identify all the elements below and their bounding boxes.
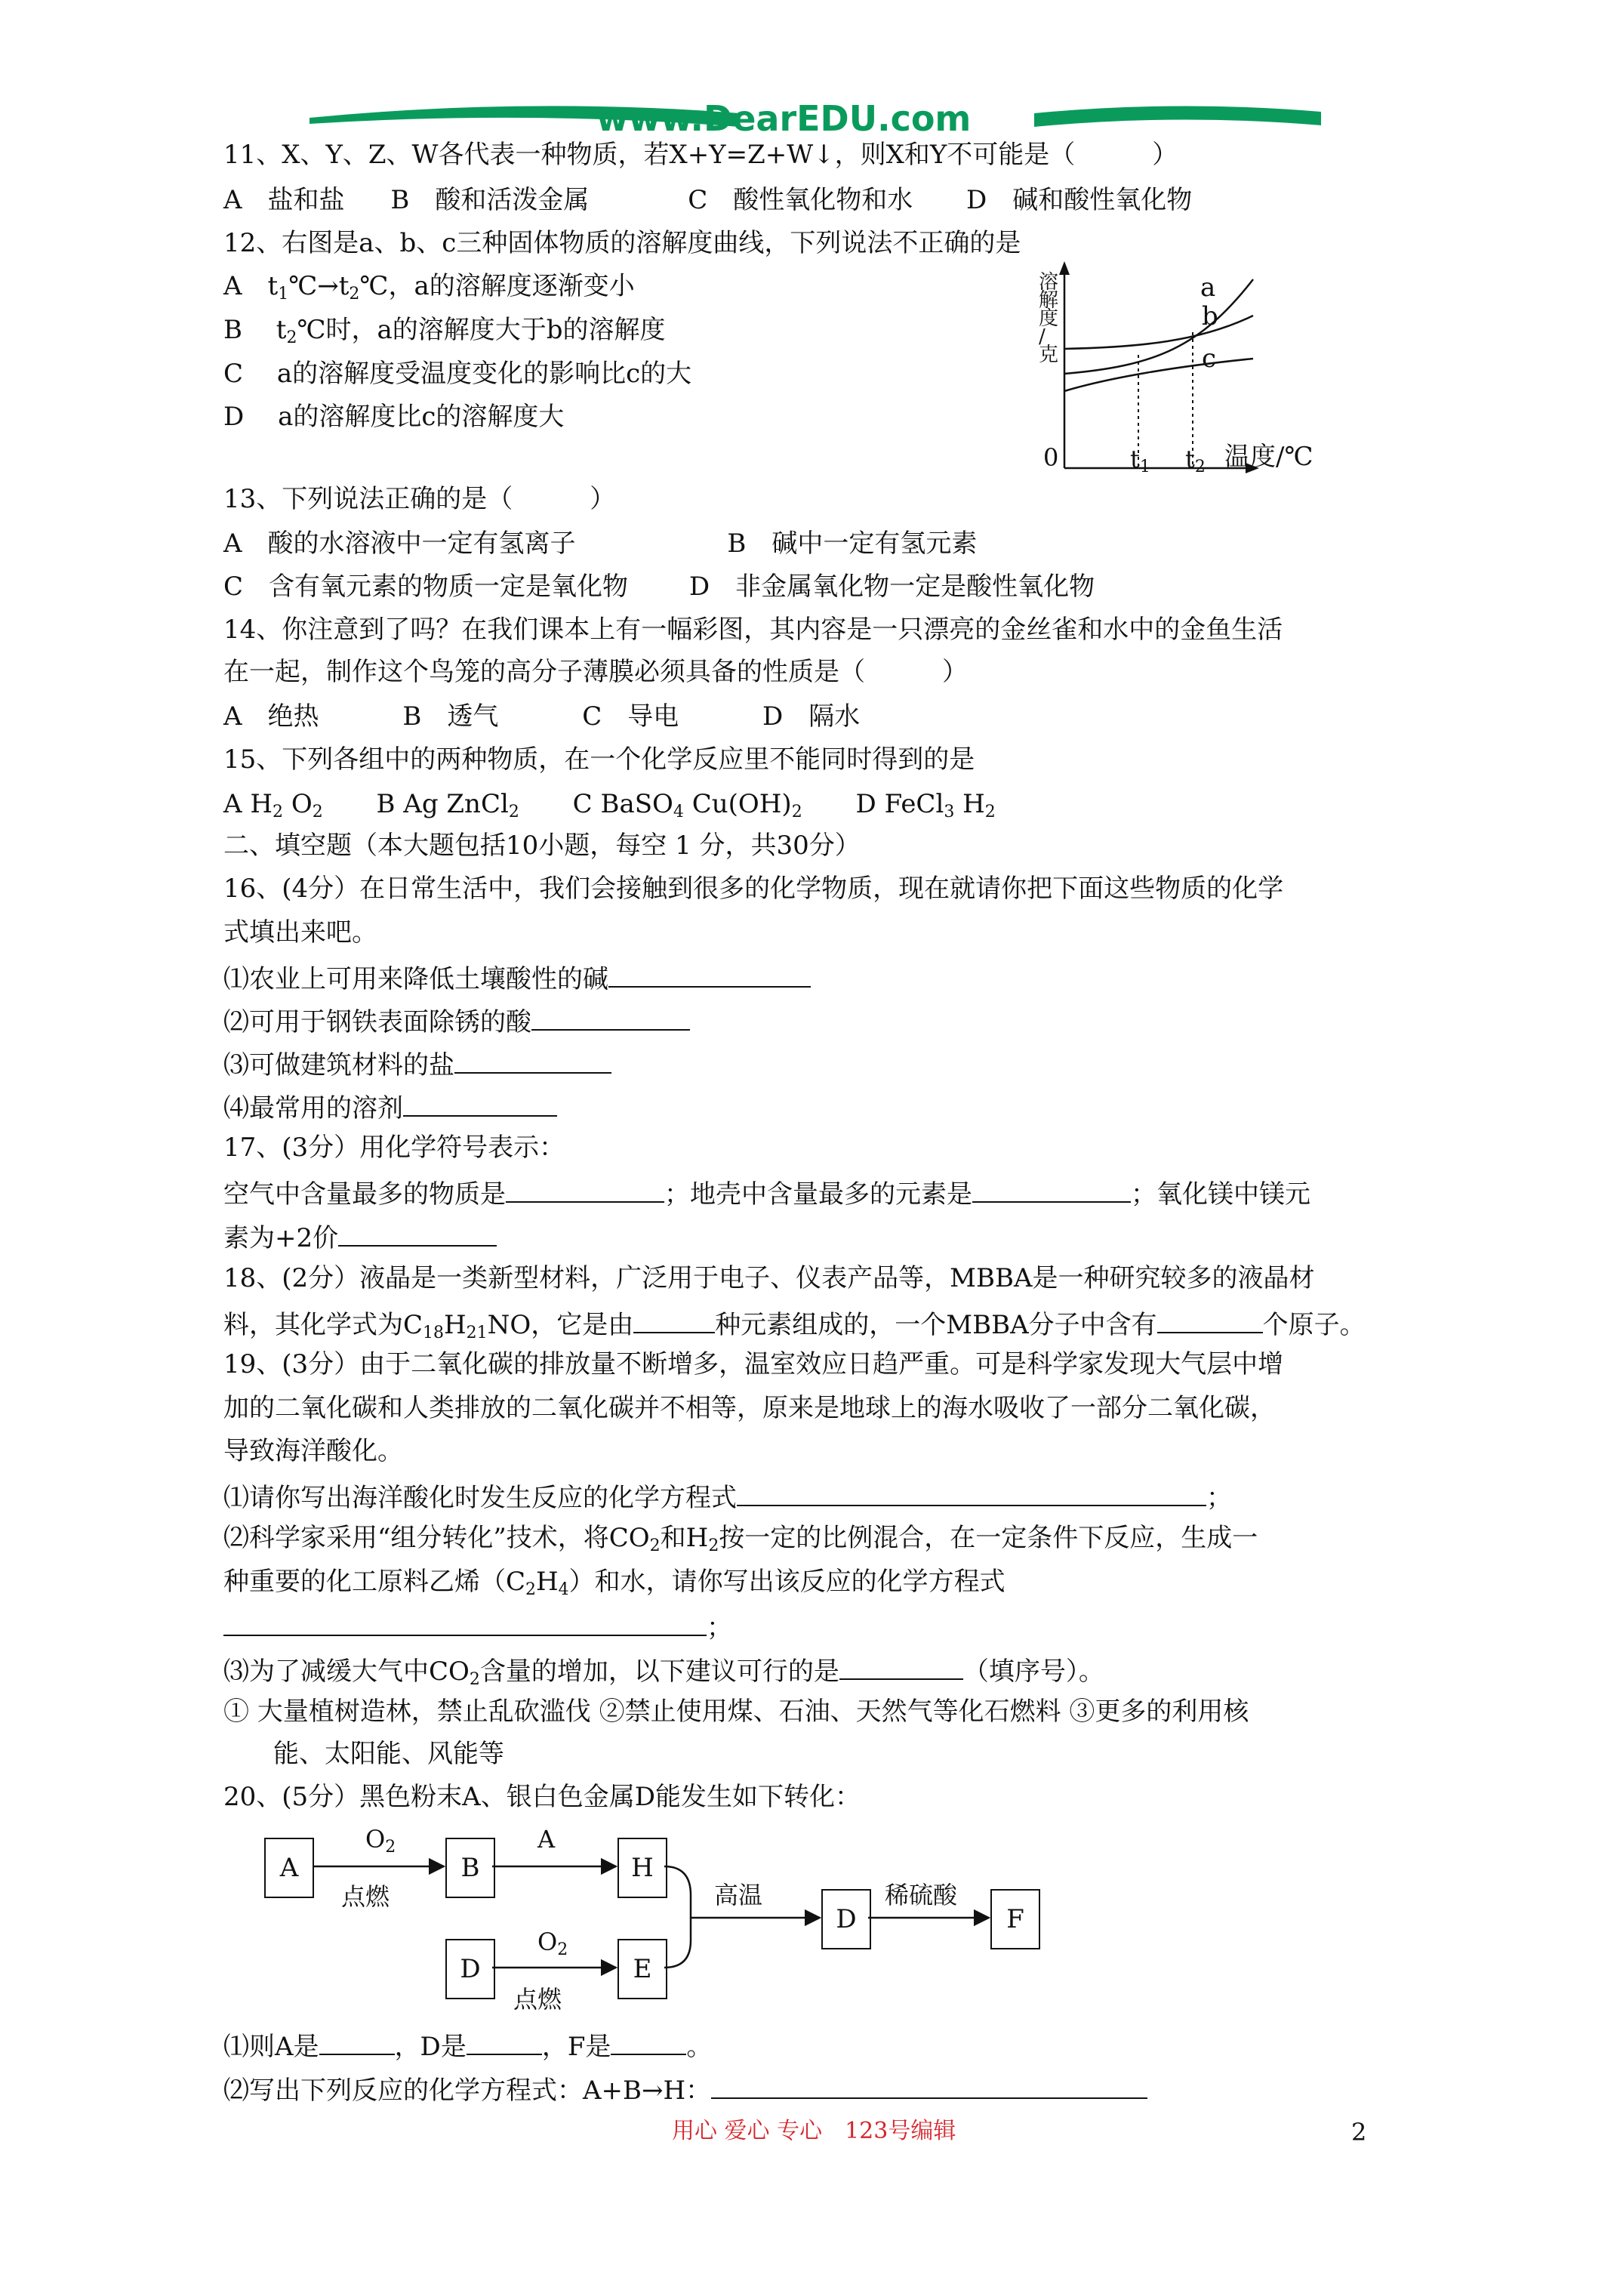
q13-option-c: C 含有氧元素的物质一定是氧化物 bbox=[223, 572, 629, 602]
q18-blank-2[interactable] bbox=[1157, 1309, 1263, 1333]
q15-stem: 15、下列各组中的两种物质，在一个化学反应里不能同时得到的是 bbox=[223, 744, 975, 775]
q17-blank-3[interactable] bbox=[338, 1222, 497, 1247]
reaction-flow-diagram bbox=[264, 1820, 1336, 2046]
q14-options bbox=[223, 701, 861, 732]
curve-b-label: b bbox=[1202, 301, 1218, 331]
q19-blank-1[interactable] bbox=[737, 1482, 1206, 1506]
label-o2-top: $O_2$ bbox=[365, 1825, 396, 1857]
q15-options bbox=[223, 791, 996, 821]
q11-options bbox=[223, 187, 1192, 213]
q11-option-a: A 盐和盐 bbox=[223, 185, 345, 215]
q17-stem: 17、(3分）用化学符号表示： bbox=[223, 1133, 565, 1163]
node-d-right: D bbox=[821, 1889, 871, 1949]
q13-stem: 13、下列说法正确的是（ ） bbox=[223, 484, 616, 514]
chart-t1: $t_1$ bbox=[1130, 445, 1150, 476]
q11-option-b: B 酸和活泼金属 bbox=[390, 185, 590, 215]
q16-blank-4[interactable] bbox=[403, 1093, 557, 1117]
q15-option-d: D FeCl$_3$ $H_2$ bbox=[855, 789, 996, 821]
q13-option-d: D 非金属氧化物一定是酸性氧化物 bbox=[688, 572, 1095, 602]
q12-option-b: B $t_2℃$时，a的溶解度大于b的溶解度 bbox=[223, 315, 666, 347]
q16-item1: ⑴农业上可用来降低土壤酸性的碱 bbox=[223, 963, 811, 992]
q14-option-c: C 导电 bbox=[582, 701, 679, 732]
q13-options-row2 bbox=[223, 572, 1095, 602]
curve-b bbox=[1064, 316, 1253, 349]
q16-blank-2[interactable] bbox=[531, 1006, 690, 1031]
q17-line1: 空气中含量最多的物质是 ；地壳中含量最多的元素是 ；氧化镁中镁元 bbox=[223, 1179, 1310, 1210]
label-high-temp: 高温 bbox=[714, 1881, 763, 1909]
q12-option-d: D a的溶解度比c的溶解度大 bbox=[223, 402, 565, 432]
label-burn-bottom: 点燃 bbox=[513, 1985, 562, 2014]
q18-blank-1[interactable] bbox=[633, 1309, 715, 1333]
chart-y-label: 溶 解 度 ∕ 克 bbox=[1039, 271, 1059, 366]
chart-t2: $t_2$ bbox=[1185, 445, 1206, 476]
q14-option-a: A 绝热 bbox=[223, 701, 319, 732]
node-a: A bbox=[264, 1838, 314, 1898]
q19-options-line1: ① 大量植树造林，禁止乱砍滥伐 ②禁止使用煤、石油、天然气等化石燃料 ③更多的利用核 bbox=[223, 1697, 1249, 1727]
q11-option-c: C 酸性氧化物和水 bbox=[688, 185, 913, 215]
q12-option-a: A $t_1℃\to t_2℃$，a的溶解度逐渐变小 bbox=[223, 271, 635, 304]
q19-item1: ⑴请你写出海洋酸化时发生反应的化学方程式 ； bbox=[223, 1483, 1232, 1513]
q11-stem: 11、X、Y、Z、W各代表一种物质，若X+Y=Z+W↓，则X和Y不可能是（ ） bbox=[223, 140, 1178, 170]
q20-blank-f[interactable] bbox=[611, 2031, 686, 2055]
q15-option-b: B Ag ZnCl$_2$ bbox=[376, 789, 519, 821]
q11-option-d: D 碱和酸性氧化物 bbox=[966, 185, 1193, 215]
label-a-reagent: A bbox=[537, 1825, 556, 1854]
q16-stem-line1: 16、(4分）在日常生活中，我们会接触到很多的化学物质，现在就请你把下面这些物质的化学 bbox=[223, 874, 1284, 904]
merge-bracket bbox=[664, 1866, 691, 1968]
q20-stem: 20、(5分）黑色粉末A、银白色金属D能发生如下转化： bbox=[223, 1782, 861, 1812]
q19-item2-line2: 种重要的化工原料乙烯$(C_2H_4)$和水，请你写出该反应的化学方程式 bbox=[223, 1567, 1006, 1599]
q19-item2-line3: ； bbox=[223, 1612, 732, 1641]
q16-blank-1[interactable] bbox=[608, 963, 811, 988]
q19-blank-2[interactable] bbox=[223, 1612, 707, 1636]
q16-item4: ⑷最常用的溶剂 bbox=[223, 1093, 557, 1121]
curve-c-label: c bbox=[1202, 344, 1217, 374]
q20-item2: ⑵写出下列反应的化学方程式：A+B→H： bbox=[223, 2075, 1147, 2103]
q18-line2: 料，其化学式为$C_{18}H_{21}NO$，它是由 种元素组成的，一个MBBA分子中含有 个原子。 bbox=[223, 1310, 1366, 1342]
q12-option-c: C a的溶解度受温度变化的影响比c的大 bbox=[223, 359, 692, 389]
q16-blank-3[interactable] bbox=[454, 1049, 611, 1074]
q15-option-c: C BaSO$_4$ $Cu(OH)_2$ bbox=[572, 789, 802, 821]
q18-line1: 18、(2分）液晶是一类新型材料，广泛用于电子、仪表产品等，MBBA是一种研究较多的液晶材 bbox=[223, 1263, 1315, 1293]
q15-option-a: A $H_2$ $O_2$ bbox=[223, 789, 323, 821]
q19-line1: 19、(3分）由于二氧化碳的排放量不断增多，温室效应日趋严重。可是科学家发现大气层中增 bbox=[223, 1349, 1284, 1379]
q16-item3: ⑶可做建筑材料的盐 bbox=[223, 1049, 611, 1078]
section-2-heading: 二、填空题（本大题包括10小题，每空 1 分，共30分） bbox=[223, 831, 861, 861]
node-b: B bbox=[445, 1838, 495, 1898]
q14-stem-line1: 14、你注意到了吗？在我们课本上有一幅彩图，其内容是一只漂亮的金丝雀和水中的金鱼生活 bbox=[223, 615, 1283, 645]
label-o2-bottom: $O_2$ bbox=[537, 1928, 568, 1959]
label-burn-top: 点燃 bbox=[341, 1882, 390, 1911]
footer-text: 用心 爱心 专心 123号编辑 bbox=[672, 2118, 956, 2144]
q17-line2: 素为+2价 bbox=[223, 1222, 497, 1251]
node-f: F bbox=[990, 1889, 1040, 1949]
q19-item3: ⑶为了减缓大气中$CO_2$含量的增加，以下建议可行的是 （填序号）。 bbox=[223, 1657, 1104, 1689]
q19-line2: 加的二氧化碳和人类排放的二氧化碳并不相等，原来是地球上的海水吸收了一部分二氧化碳， bbox=[223, 1393, 1276, 1423]
q20-blank-equation[interactable] bbox=[711, 2075, 1147, 2099]
q20-item1: ⑴则A是 ，D是 ，F是 。 bbox=[223, 2032, 713, 2062]
q14-option-b: B 透气 bbox=[402, 701, 499, 732]
q20-blank-d[interactable] bbox=[467, 2031, 542, 2055]
q12-stem: 12、右图是a、b、c三种固体物质的溶解度曲线，下列说法不正确的是 bbox=[223, 228, 1021, 258]
node-d-left: D bbox=[445, 1939, 495, 1999]
q19-line3: 导致海洋酸化。 bbox=[223, 1436, 403, 1466]
chart-x-label: 温度/℃ bbox=[1224, 442, 1313, 472]
node-h: H bbox=[617, 1838, 667, 1898]
q17-blank-1[interactable] bbox=[506, 1179, 664, 1203]
q13-option-b: B 碱中一定有氢元素 bbox=[727, 529, 978, 559]
q16-stem-line2: 式填出来吧。 bbox=[223, 917, 377, 948]
q20-blank-a[interactable] bbox=[319, 2031, 395, 2055]
q17-blank-2[interactable] bbox=[972, 1179, 1131, 1203]
page-number: 2 bbox=[1351, 2118, 1367, 2147]
q14-stem-line2: 在一起，制作这个鸟笼的高分子薄膜必须具备的性质是（ ） bbox=[223, 657, 968, 687]
q13-option-a: A 酸的水溶液中一定有氢离子 bbox=[223, 529, 576, 559]
q19-blank-3[interactable] bbox=[839, 1656, 963, 1680]
node-e: E bbox=[617, 1939, 667, 1999]
curve-c bbox=[1064, 359, 1253, 391]
q13-options-row1 bbox=[223, 529, 978, 559]
q14-option-d: D 隔水 bbox=[762, 701, 861, 732]
site-header: www.DearEDU.com bbox=[596, 98, 972, 139]
q16-item2: ⑵可用于钢铁表面除锈的酸 bbox=[223, 1006, 690, 1035]
curve-a-label: a bbox=[1200, 273, 1216, 303]
chart-origin: 0 bbox=[1043, 443, 1059, 472]
q19-item2-line1: ⑵科学家采用“组分转化”技术，将$CO_2$和$H_2$按一定的比例混合，在一定条件下反应，生成一 bbox=[223, 1523, 1258, 1555]
label-dilute-acid: 稀硫酸 bbox=[885, 1881, 958, 1909]
q19-options-line2: 能、太阳能、风能等 bbox=[273, 1739, 504, 1769]
